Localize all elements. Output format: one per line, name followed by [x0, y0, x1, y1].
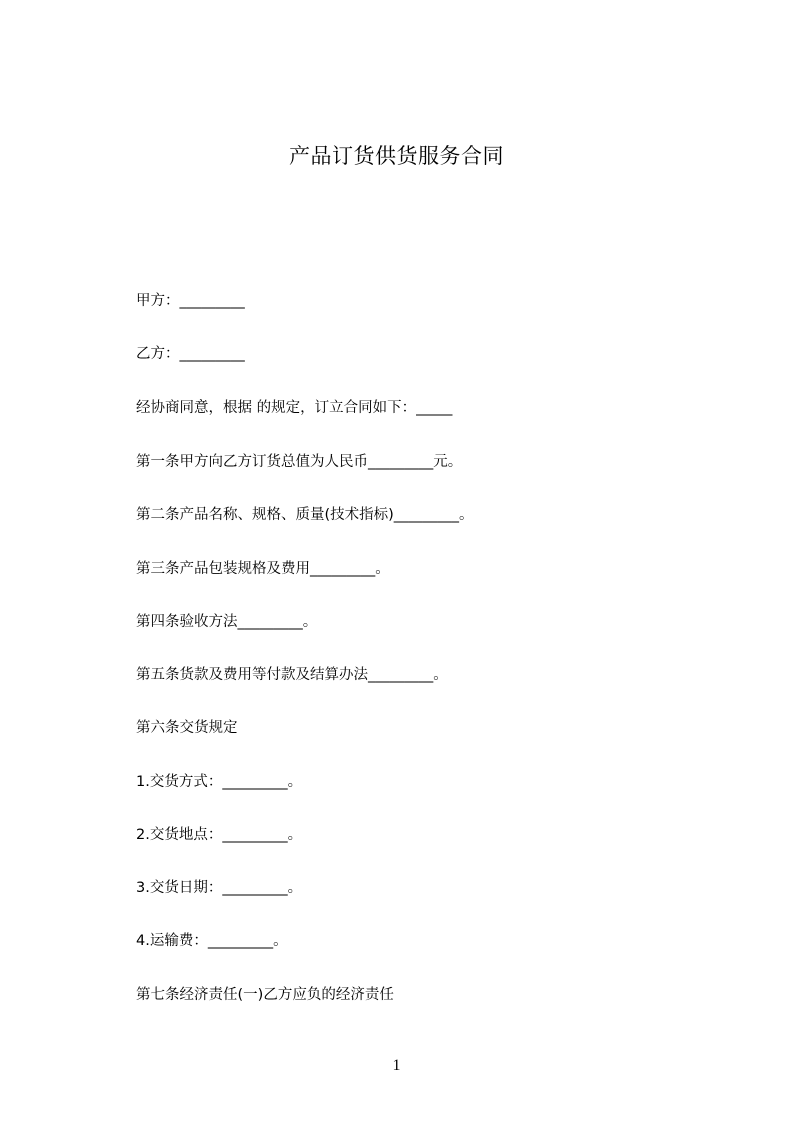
article-6: 第六条交货规定 — [136, 720, 238, 736]
article-6-item-1: 1.交货方式：_________。 — [136, 774, 303, 790]
party-b-line: 乙方：_________ — [136, 346, 245, 362]
article-4: 第四条验收方法_________。 — [136, 614, 318, 630]
article-5: 第五条货款及费用等付款及结算办法_________。 — [136, 667, 448, 683]
article-3: 第三条产品包装规格及费用_________。 — [136, 561, 390, 577]
article-2: 第二条产品名称、规格、质量(技术指标)_________。 — [136, 507, 474, 523]
page-number: 1 — [392, 1057, 401, 1074]
article-6-item-4: 4.运输费：_________。 — [136, 933, 288, 949]
preamble-line: 经协商同意，根据 的规定，订立合同如下：_____ — [136, 400, 453, 416]
article-6-item-2: 2.交货地点：_________。 — [136, 827, 303, 843]
article-1: 第一条甲方向乙方订货总值为人民币_________元。 — [136, 454, 463, 470]
document-title: 产品订货供货服务合同 — [289, 144, 504, 168]
article-7: 第七条经济责任(一)乙方应负的经济责任 — [136, 987, 394, 1003]
party-a-line: 甲方：_________ — [136, 293, 245, 309]
article-6-item-3: 3.交货日期：_________。 — [136, 880, 303, 896]
